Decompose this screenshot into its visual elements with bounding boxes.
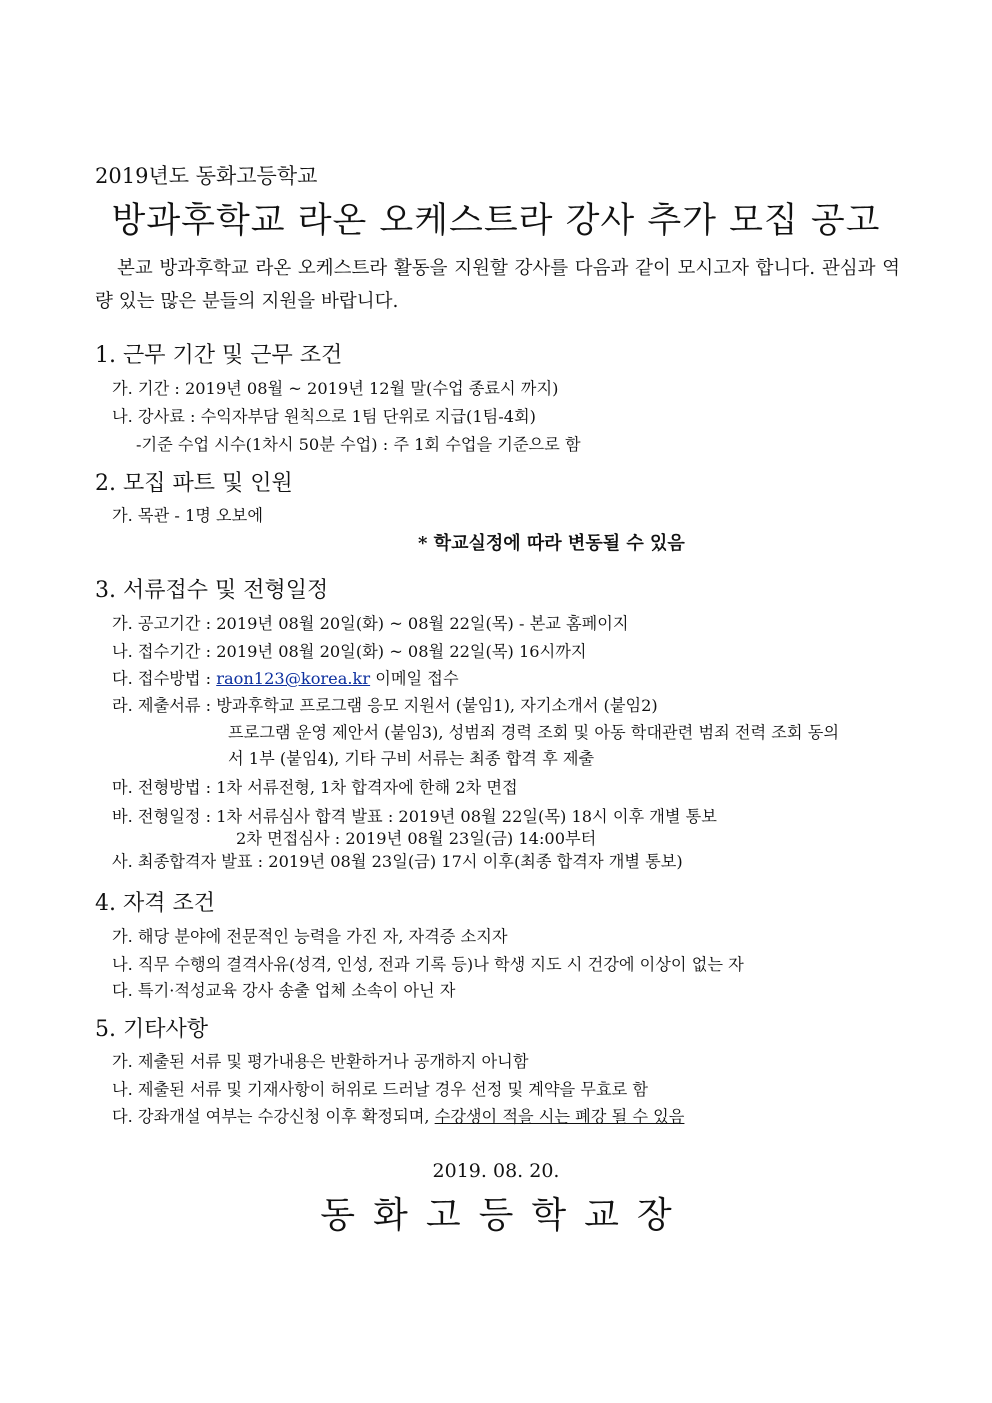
s3-item-final: 사. 최종합격자 발표 : 2019년 08월 23일(금) 17시 이후(최종 합격자 개별 통보) (112, 852, 683, 871)
s1-item-period: 가. 기간 : 2019년 08월 ~ 2019년 12월 말(수업 종료시 까지) (112, 379, 559, 398)
s3-item-docs-line3: 서 1부 (붙임4), 기타 구비 서류는 최종 합격 후 제출 (228, 749, 595, 768)
s2-note: * 학교실정에 따라 변동될 수 있음 (418, 533, 685, 554)
s5-item-3-text: 다. 강좌개설 여부는 수강신청 이후 확정되며, (112, 1107, 435, 1126)
s5-item-2: 나. 제출된 서류 및 기재사항이 허위로 드러날 경우 선정 및 계약을 무효로 함 (112, 1080, 649, 1099)
notice-date: 2019. 08. 20. (432, 1160, 560, 1182)
s3-method-label: 다. 접수방법 : (112, 669, 217, 688)
section-4-heading: 4. 자격 조건 (95, 891, 215, 916)
s3-item-receipt-period: 나. 접수기간 : 2019년 08월 20일(화) ~ 08월 22일(목) 16시까지 (112, 642, 587, 661)
s1-item-standard: -기준 수업 시수(1차시 50분 수업) : 주 1회 수업을 기준으로 함 (136, 435, 581, 454)
s5-item-1: 가. 제출된 서류 및 평가내용은 반환하거나 공개하지 아니함 (112, 1052, 529, 1071)
s5-item-3 (112, 1103, 684, 1127)
s3-item-schedule-line2: 2차 면접심사 : 2019년 08월 23일(금) 14:00부터 (236, 829, 597, 848)
s3-item-method (112, 665, 459, 689)
s3-item-docs: 라. 제출서류 : 방과후학교 프로그램 응모 지원서 (붙임1), 자기소개서 (붙임2) (112, 696, 658, 715)
principal-signature: 동화고등학교장 (320, 1195, 690, 1236)
s4-item-3: 다. 특기·적성교육 강사 송출 업체 소속이 아닌 자 (112, 981, 456, 1000)
notice-title: 방과후학교 라온 오케스트라 강사 추가 모집 공고 (111, 201, 881, 241)
section-2-heading: 2. 모집 파트 및 인원 (95, 471, 293, 496)
s3-item-schedule: 바. 전형일정 : 1차 서류심사 합격 발표 : 2019년 08월 22일(목) 18시 이후 개별 통보 (112, 807, 717, 826)
email-link[interactable]: raon123@korea.kr (216, 669, 371, 688)
s2-item-part: 가. 목관 - 1명 오보에 (112, 506, 263, 525)
section-1-heading: 1. 근무 기간 및 근무 조건 (95, 343, 343, 368)
s3-item-selection: 마. 전형방법 : 1차 서류전형, 1차 합격자에 한해 2차 면접 (112, 778, 518, 797)
s5-item-3-underlined: 수강생이 적을 시는 폐강 될 수 있음 (434, 1107, 685, 1126)
s4-item-1: 가. 해당 분야에 전문적인 능력을 가진 자, 자격증 소지자 (112, 927, 508, 946)
section-3-heading: 3. 서류접수 및 전형일정 (95, 578, 329, 603)
s4-item-2: 나. 직무 수행의 결격사유(성격, 인성, 전과 기록 등)나 학생 지도 시 건강에 이상이 없는 자 (112, 955, 744, 974)
s3-item-docs-line2: 프로그램 운영 제안서 (붙임3), 성범죄 경력 조회 및 아동 학대관련 범죄 전력 조회 동의 (228, 723, 839, 742)
intro-paragraph: 본교 방과후학교 라온 오케스트라 활동을 지원할 강사를 다음과 같이 모시고자 합니다. 관심과 역량 있는 많은 분들의 지원을 바랍니다. (95, 258, 900, 312)
notice-subtitle: 2019년도 동화고등학교 (95, 164, 318, 188)
section-5-heading: 5. 기타사항 (95, 1017, 208, 1042)
s3-item-notice-period: 가. 공고기간 : 2019년 08월 20일(화) ~ 08월 22일(목) - 본교 홈페이지 (112, 614, 629, 633)
s3-method-suffix: 이메일 접수 (370, 669, 459, 688)
s1-item-fee: 나. 강사료 : 수익자부담 원칙으로 1팀 단위로 지급(1팀-4회) (112, 407, 536, 426)
